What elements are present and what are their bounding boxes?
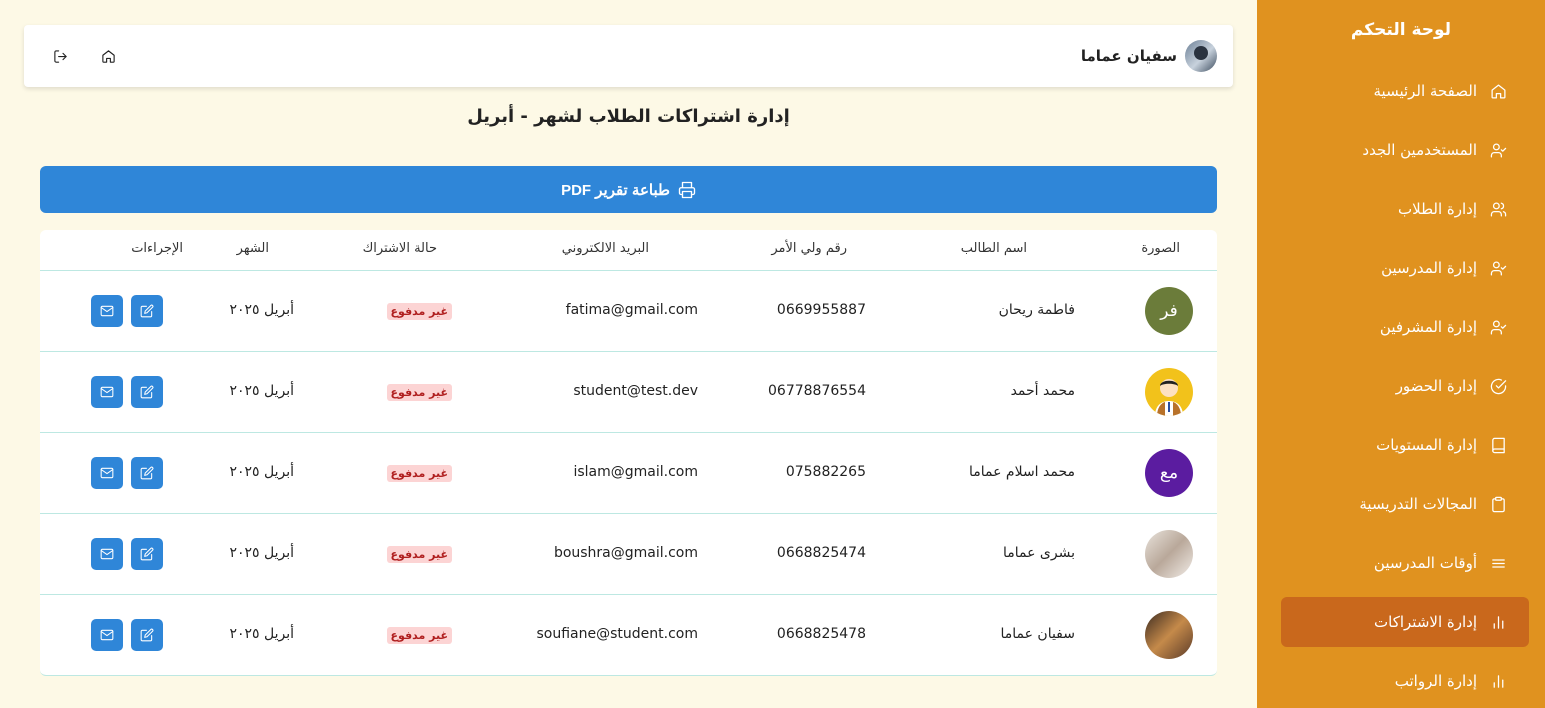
sidebar-item-label: أوقات المدرسين bbox=[1373, 554, 1477, 572]
book-icon bbox=[1487, 434, 1509, 456]
sidebar-item-label: إدارة الطلاب bbox=[1398, 200, 1477, 218]
student-email: islam@gmail.com bbox=[573, 464, 698, 480]
student-name: محمد اسلام عماما bbox=[969, 464, 1075, 480]
sidebar-item-label: المجالات التدريسية bbox=[1359, 495, 1477, 513]
user-profile[interactable] bbox=[1081, 40, 1217, 72]
print-pdf-button[interactable] bbox=[40, 166, 1217, 213]
printer-icon bbox=[678, 181, 696, 199]
student-email: student@test.dev bbox=[573, 383, 698, 399]
parent-phone: 06778876554 bbox=[768, 383, 866, 399]
student-email: soufiane@student.com bbox=[536, 626, 698, 642]
mail-icon bbox=[100, 547, 114, 561]
check-circle-icon bbox=[1487, 375, 1509, 397]
edit-icon bbox=[140, 385, 154, 399]
header-phone: رقم ولي الأمر bbox=[771, 241, 847, 256]
user-check-icon bbox=[1487, 139, 1509, 161]
subscriptions-table bbox=[40, 230, 1217, 676]
top-header bbox=[24, 25, 1233, 87]
subscription-month: أبريل ٢٠٢٥ bbox=[229, 626, 294, 642]
email-button[interactable] bbox=[91, 619, 123, 651]
user-check-icon bbox=[1487, 316, 1509, 338]
sidebar-item-subscriptions[interactable] bbox=[1281, 597, 1529, 647]
header-photo: الصورة bbox=[1141, 241, 1180, 256]
clipboard-icon bbox=[1487, 493, 1509, 515]
user-name: سفيان عماما bbox=[1080, 47, 1177, 65]
status-badge: غير مدفوع bbox=[387, 627, 452, 644]
header-name: اسم الطالب bbox=[960, 241, 1027, 256]
email-button[interactable] bbox=[91, 457, 123, 489]
users-icon bbox=[1487, 198, 1509, 220]
student-photo bbox=[1145, 611, 1193, 659]
sidebar-item-students[interactable] bbox=[1281, 184, 1529, 234]
user-check-icon bbox=[1487, 257, 1509, 279]
parent-phone: 0668825474 bbox=[776, 545, 866, 561]
edit-icon bbox=[140, 304, 154, 318]
logout-icon[interactable] bbox=[50, 46, 70, 66]
student-name: سفيان عماما bbox=[1000, 626, 1075, 642]
table-row bbox=[40, 271, 1217, 352]
parent-phone: 0669955887 bbox=[776, 302, 866, 318]
sidebar-item-attendance[interactable] bbox=[1281, 361, 1529, 411]
table-row bbox=[40, 595, 1217, 676]
sidebar-item-new-users[interactable] bbox=[1281, 125, 1529, 175]
student-avatar: فر bbox=[1145, 287, 1193, 335]
mail-icon bbox=[100, 385, 114, 399]
status-badge: غير مدفوع bbox=[387, 303, 452, 320]
subscription-month: أبريل ٢٠٢٥ bbox=[229, 545, 294, 561]
sidebar-item-teacher-times[interactable] bbox=[1281, 538, 1529, 588]
user-avatar bbox=[1185, 40, 1217, 72]
email-button[interactable] bbox=[91, 538, 123, 570]
sidebar-item-supervisors[interactable] bbox=[1281, 302, 1529, 352]
email-button[interactable] bbox=[91, 376, 123, 408]
cartoon-student-icon bbox=[1145, 368, 1193, 416]
status-badge: غير مدفوع bbox=[387, 465, 452, 482]
sidebar-item-home[interactable] bbox=[1281, 66, 1529, 116]
sidebar-item-label: إدارة الاشتراكات bbox=[1374, 613, 1477, 631]
page-title: إدارة اشتراكات الطلاب لشهر - أبريل bbox=[467, 106, 790, 127]
student-email: boushra@gmail.com bbox=[553, 545, 698, 561]
subscription-month: أبريل ٢٠٢٥ bbox=[229, 383, 294, 399]
table-row bbox=[40, 352, 1217, 433]
edit-button[interactable] bbox=[131, 295, 163, 327]
sidebar-item-label: إدارة الرواتب bbox=[1394, 672, 1477, 690]
edit-icon bbox=[140, 628, 154, 642]
sidebar-item-teachers[interactable] bbox=[1281, 243, 1529, 293]
edit-button[interactable] bbox=[131, 619, 163, 651]
sidebar-item-label: إدارة المدرسين bbox=[1381, 259, 1477, 277]
header-month: الشهر bbox=[236, 241, 269, 256]
sidebar-item-teaching-fields[interactable] bbox=[1281, 479, 1529, 529]
parent-phone: 075882265 bbox=[785, 464, 866, 480]
email-button[interactable] bbox=[91, 295, 123, 327]
table-row bbox=[40, 514, 1217, 595]
parent-phone: 0668825478 bbox=[776, 626, 866, 642]
sidebar-item-levels[interactable] bbox=[1281, 420, 1529, 470]
home-icon bbox=[1487, 80, 1509, 102]
sidebar-item-label: المستخدمين الجدد bbox=[1362, 141, 1477, 159]
student-name: محمد أحمد bbox=[1010, 383, 1075, 399]
subscription-month: أبريل ٢٠٢٥ bbox=[229, 302, 294, 318]
edit-button[interactable] bbox=[131, 376, 163, 408]
edit-button[interactable] bbox=[131, 457, 163, 489]
bar-chart-icon bbox=[1487, 611, 1509, 633]
sidebar-item-label: الصفحة الرئيسية bbox=[1373, 82, 1477, 100]
mail-icon bbox=[100, 628, 114, 642]
edit-button[interactable] bbox=[131, 538, 163, 570]
header-email: البريد الالكتروني bbox=[561, 241, 649, 256]
subscription-month: أبريل ٢٠٢٥ bbox=[229, 464, 294, 480]
header-actions: الإجراءات bbox=[131, 241, 183, 256]
sidebar-item-label: إدارة المستويات bbox=[1376, 436, 1477, 454]
student-photo bbox=[1145, 530, 1193, 578]
sidebar-title: لوحة التحكم bbox=[1350, 20, 1452, 40]
table-header bbox=[40, 230, 1217, 271]
status-badge: غير مدفوع bbox=[387, 384, 452, 401]
home-icon[interactable] bbox=[98, 46, 118, 66]
status-badge: غير مدفوع bbox=[387, 546, 452, 563]
student-name: فاطمة ريحان bbox=[998, 302, 1075, 318]
mail-icon bbox=[100, 466, 114, 480]
print-pdf-label: طباعة تقرير PDF bbox=[561, 181, 670, 199]
sidebar-item-salaries[interactable] bbox=[1281, 656, 1529, 706]
student-avatar: مع bbox=[1145, 449, 1193, 497]
table-row bbox=[40, 433, 1217, 514]
sidebar-item-label: إدارة المشرفين bbox=[1379, 318, 1477, 336]
menu-icon bbox=[1487, 552, 1509, 574]
edit-icon bbox=[140, 547, 154, 561]
student-avatar bbox=[1145, 368, 1193, 416]
sidebar bbox=[1257, 0, 1545, 708]
student-email: fatima@gmail.com bbox=[565, 302, 698, 318]
student-name: بشرى عماما bbox=[1003, 545, 1075, 561]
bar-chart-icon bbox=[1487, 670, 1509, 692]
edit-icon bbox=[140, 466, 154, 480]
header-status: حالة الاشتراك bbox=[362, 241, 437, 256]
sidebar-item-label: إدارة الحضور bbox=[1395, 377, 1477, 395]
mail-icon bbox=[100, 304, 114, 318]
